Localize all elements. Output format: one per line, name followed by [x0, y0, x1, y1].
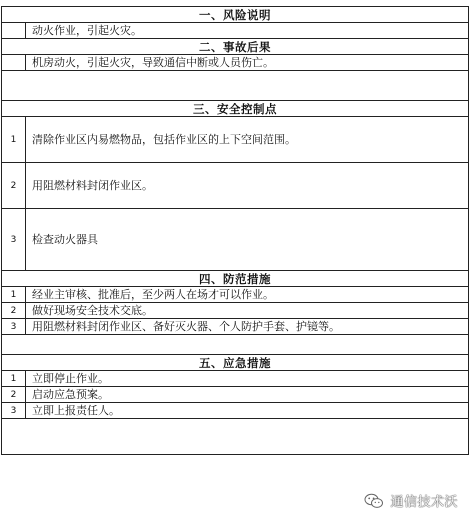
table-row: [2, 303, 469, 319]
blank-row: [2, 419, 469, 455]
prevention-item-text: 做好现场安全技术交底。: [26, 303, 469, 319]
section-header-row: [2, 39, 469, 55]
blank-row: [2, 335, 469, 355]
section-header-row: [2, 101, 469, 117]
table-row: [2, 371, 469, 387]
table-row: [2, 55, 469, 71]
table-row: [2, 23, 469, 39]
table-row: [2, 163, 469, 209]
row-number: [2, 23, 26, 39]
section-header-row: [2, 271, 469, 287]
blank-row: [2, 71, 469, 101]
control-item-text: 检查动火器具: [26, 209, 469, 271]
row-number: 1: [2, 287, 26, 303]
prevention-item-text: 经业主审核、批准后，至少两人在场才可以作业。: [26, 287, 469, 303]
row-number: 3: [2, 403, 26, 419]
section-header-row: [2, 7, 469, 23]
row-number: 2: [2, 163, 26, 209]
table-row: [2, 287, 469, 303]
table-row: [2, 403, 469, 419]
row-number: 1: [2, 371, 26, 387]
section-title-prevention: 四、防范措施: [2, 271, 469, 287]
section-title-consequence: 二、事故后果: [2, 39, 469, 55]
table-row: [2, 117, 469, 163]
safety-table: [1, 6, 469, 455]
watermark-text: 通信技术沃: [390, 495, 458, 510]
emergency-item-text: 启动应急预案。: [26, 387, 469, 403]
wechat-icon: [364, 493, 384, 509]
section-title-risk: 一、风险说明: [2, 7, 469, 23]
row-number: 2: [2, 387, 26, 403]
prevention-item-text: 用阻燃材料封闭作业区、备好灭火器、个人防护手套、护镜等。: [26, 319, 469, 335]
emergency-item-text: 立即停止作业。: [26, 371, 469, 387]
section-header-row: [2, 355, 469, 371]
control-item-text: 清除作业区内易燃物品，包括作业区的上下空间范围。: [26, 117, 469, 163]
watermark: [364, 491, 458, 510]
control-item-text: 用阻燃材料封闭作业区。: [26, 163, 469, 209]
section-title-control: 三、安全控制点: [2, 101, 469, 117]
consequence-content: 机房动火，引起火灾，导致通信中断或人员伤亡。: [26, 55, 469, 71]
risk-content: 动火作业，引起火灾。: [26, 23, 469, 39]
table-row: [2, 209, 469, 271]
row-number: 3: [2, 209, 26, 271]
row-number: 1: [2, 117, 26, 163]
emergency-item-text: 立即上报责任人。: [26, 403, 469, 419]
table-row: [2, 319, 469, 335]
table-row: [2, 387, 469, 403]
row-number: [2, 55, 26, 71]
row-number: 3: [2, 319, 26, 335]
section-title-emergency: 五、应急措施: [2, 355, 469, 371]
row-number: 2: [2, 303, 26, 319]
